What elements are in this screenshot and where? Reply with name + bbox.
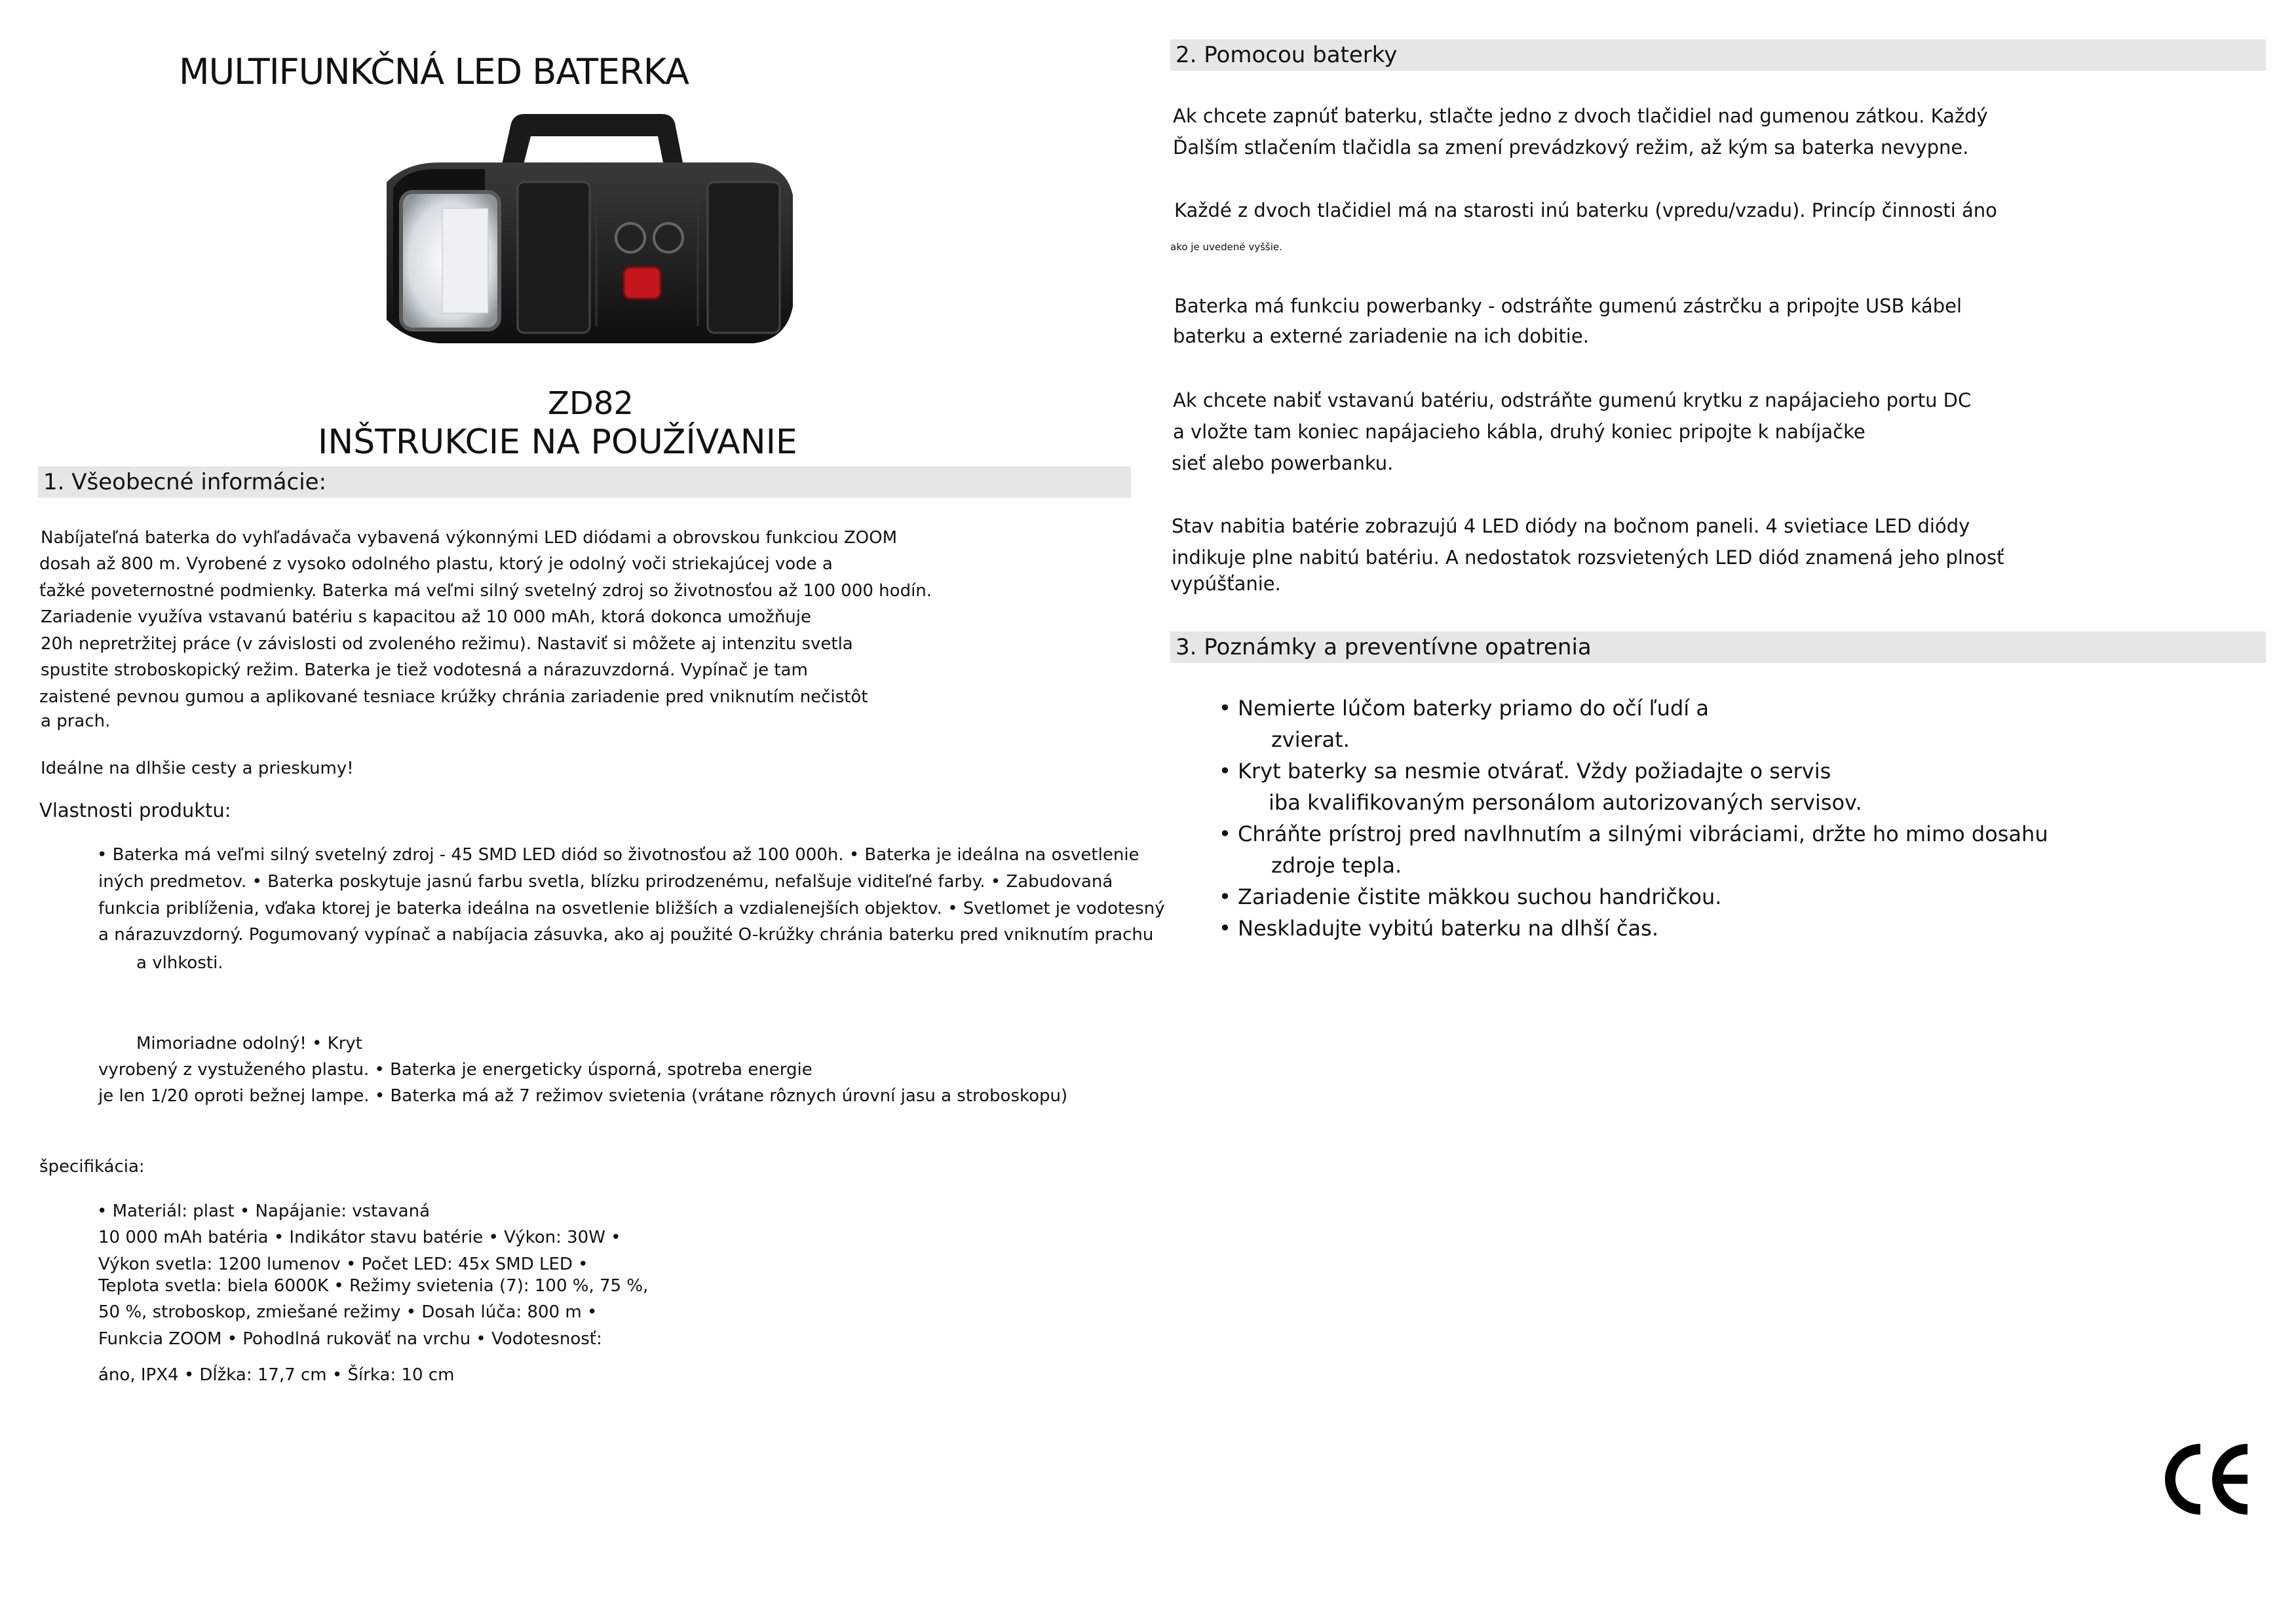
paragraph-line: Ak chcete zapnúť baterku, stlačte jedno z dvoch tlačidiel nad gumenou zátkou. Každý [1173, 105, 1988, 127]
page-subtitle: INŠTRUKCIE NA POUŽÍVANIE [318, 423, 797, 462]
main-title: MULTIFUNKČNÁ LED BATERKA [179, 51, 689, 92]
intro-line: Zariadenie využíva vstavanú batériu s kapacitou až 10 000 mAh, ktorá dokonca umožňuje [41, 607, 811, 627]
intro-line: Nabíjateľná baterka do vyhľadávača vybavená výkonnými LED diódami a obrovskou funkciou ZOOM [41, 528, 898, 548]
flashlight-image [367, 110, 799, 379]
features-line: a vlhkosti. [136, 953, 223, 973]
ce-mark-icon [2160, 1439, 2258, 1520]
intro-line: ťažké poveternostné podmienky. Baterka má veľmi silný svetelný zdroj so životnosťou až 100 000 hodín. [39, 581, 932, 601]
spec-line: 50 %, stroboskop, zmiešané režimy • Dosah lúča: 800 m • [98, 1302, 598, 1322]
ideal-note: Ideálne na dlhšie cesty a prieskumy! [41, 759, 354, 778]
intro-line: zaistené pevnou gumou a aplikované tesniace krúžky chránia zariadenie pred vniknutím nečistôt [39, 687, 868, 707]
section-2-header: 2. Pomocou baterky [1170, 39, 2266, 71]
paragraph-line: a vložte tam koniec napájacieho kábla, druhý koniec pripojte k nabíjačke [1173, 421, 1866, 443]
spec-title: špecifikácia: [39, 1157, 145, 1177]
spec-line: Funkcia ZOOM • Pohodlná rukoväť na vrchu • Vodotesnosť: [98, 1329, 602, 1349]
model-name: ZD82 [548, 385, 634, 422]
intro-line: dosah až 800 m. Vyrobené z vysoko odolného plastu, ktorý je odolný voči striekajúcej vode a [39, 554, 833, 574]
paragraph-line: sieť alebo powerbanku. [1172, 452, 1394, 474]
features-line: funkcia priblíženia, vďaka ktorej je baterka ideálna na osvetlenie bližších a vzdialenejších objektov. • Svetlomet je vodotesný [98, 899, 1165, 918]
paragraph-line: baterku a externé zariadenie na ich dobitie. [1173, 325, 1589, 347]
features-line: • Baterka má veľmi silný svetelný zdroj - 45 SMD LED diód so životnosťou až 100 000h. • Baterka je ideálna na osvetlenie [97, 845, 1139, 865]
precaution-line: zvierat. [1271, 727, 1350, 752]
paragraph-line: indikuje plne nabitú batériu. A nedostatok rozsvietených LED diód znamená jeho plnosť [1172, 546, 2004, 569]
features2-line: vyrobený z vystuženého plastu. • Baterka je energeticky úsporná, spotreba energie [98, 1060, 813, 1080]
paragraph-line: Ak chcete nabiť vstavanú batériu, odstráňte gumenú krytku z napájacieho portu DC [1173, 389, 1972, 411]
spec-line: áno, IPX4 • Dĺžka: 17,7 cm • Šírka: 10 cm [98, 1365, 455, 1385]
intro-line: 20h nepretržitej práce (v závislosti od zvoleného režimu). Nastaviť si môžete aj intenzitu svetla [41, 634, 853, 654]
paragraph-line: Každé z dvoch tlačidiel má na starosti inú baterku (vpredu/vzadu). Princíp činnosti áno [1174, 199, 1997, 221]
precaution-line: • Kryt baterky sa nesmie otvárať. Vždy požiadajte o servis [1219, 759, 1831, 784]
precaution-line: • Chráňte prístroj pred navlhnutím a silnými vibráciami, držte ho mimo dosahu [1219, 821, 2048, 846]
features-title: Vlastnosti produktu: [39, 799, 231, 821]
intro-line: a prach. [41, 711, 111, 731]
precaution-line: • Neskladujte vybitú baterku na dlhší čas. [1219, 916, 1658, 941]
spec-line: 10 000 mAh batéria • Indikátor stavu batérie • Výkon: 30W • [98, 1228, 621, 1247]
features-line: iných predmetov. • Baterka poskytuje jasnú farbu svetla, blízku prirodzenému, nefalšuje viditeľné farby. • Zabudovaná [98, 872, 1113, 892]
paragraph-line: vypúšťanie. [1170, 573, 1281, 595]
paragraph-line: Ďalším stlačením tlačidla sa zmení prevádzkový režim, až kým sa baterka nevypne. [1173, 136, 1969, 159]
features-line: a nárazuvzdorný. Pogumovaný vypínač a nabíjacia zásuvka, ako aj použité O-krúžky chránia baterku pred vniknutím prachu [98, 925, 1154, 945]
precaution-line: iba kvalifikovaným personálom autorizovaných servisov. [1269, 790, 1862, 815]
features2-line: Mimoriadne odolný! • Kryt [136, 1034, 362, 1053]
spec-line: Výkon svetla: 1200 lumenov • Počet LED: 45x SMD LED • [98, 1255, 588, 1274]
spec-line: Teplota svetla: biela 6000K • Režimy svietenia (7): 100 %, 75 %, [98, 1276, 649, 1296]
features2-line: je len 1/20 oproti bežnej lampe. • Baterka má až 7 režimov svietenia (vrátane rôznych úrovní jasu a stroboskopu) [98, 1086, 1068, 1106]
section-1-header: 1. Všeobecné informácie: [38, 466, 1131, 498]
section-3-header: 3. Poznámky a preventívne opatrenia [1170, 632, 2266, 663]
intro-line: spustite stroboskopický režim. Baterka je tiež vodotesná a nárazuvzdorná. Vypínač je tam [41, 660, 808, 680]
spec-line: • Materiál: plast • Napájanie: vstavaná [97, 1201, 430, 1221]
paragraph-line: Baterka má funkciu powerbanky - odstráňte gumenú zástrčku a pripojte USB kábel [1174, 295, 1962, 317]
precaution-line: zdroje tepla. [1271, 853, 1402, 878]
paragraph-line: Stav nabitia batérie zobrazujú 4 LED diódy na bočnom paneli. 4 svietiace LED diódy [1172, 515, 1970, 537]
precaution-line: • Nemierte lúčom baterky priamo do očí ľudí a [1219, 696, 1709, 721]
paragraph-line: ako je uvedené vyššie. [1170, 241, 1282, 253]
precaution-line: • Zariadenie čistite mäkkou suchou handričkou. [1219, 884, 1722, 909]
